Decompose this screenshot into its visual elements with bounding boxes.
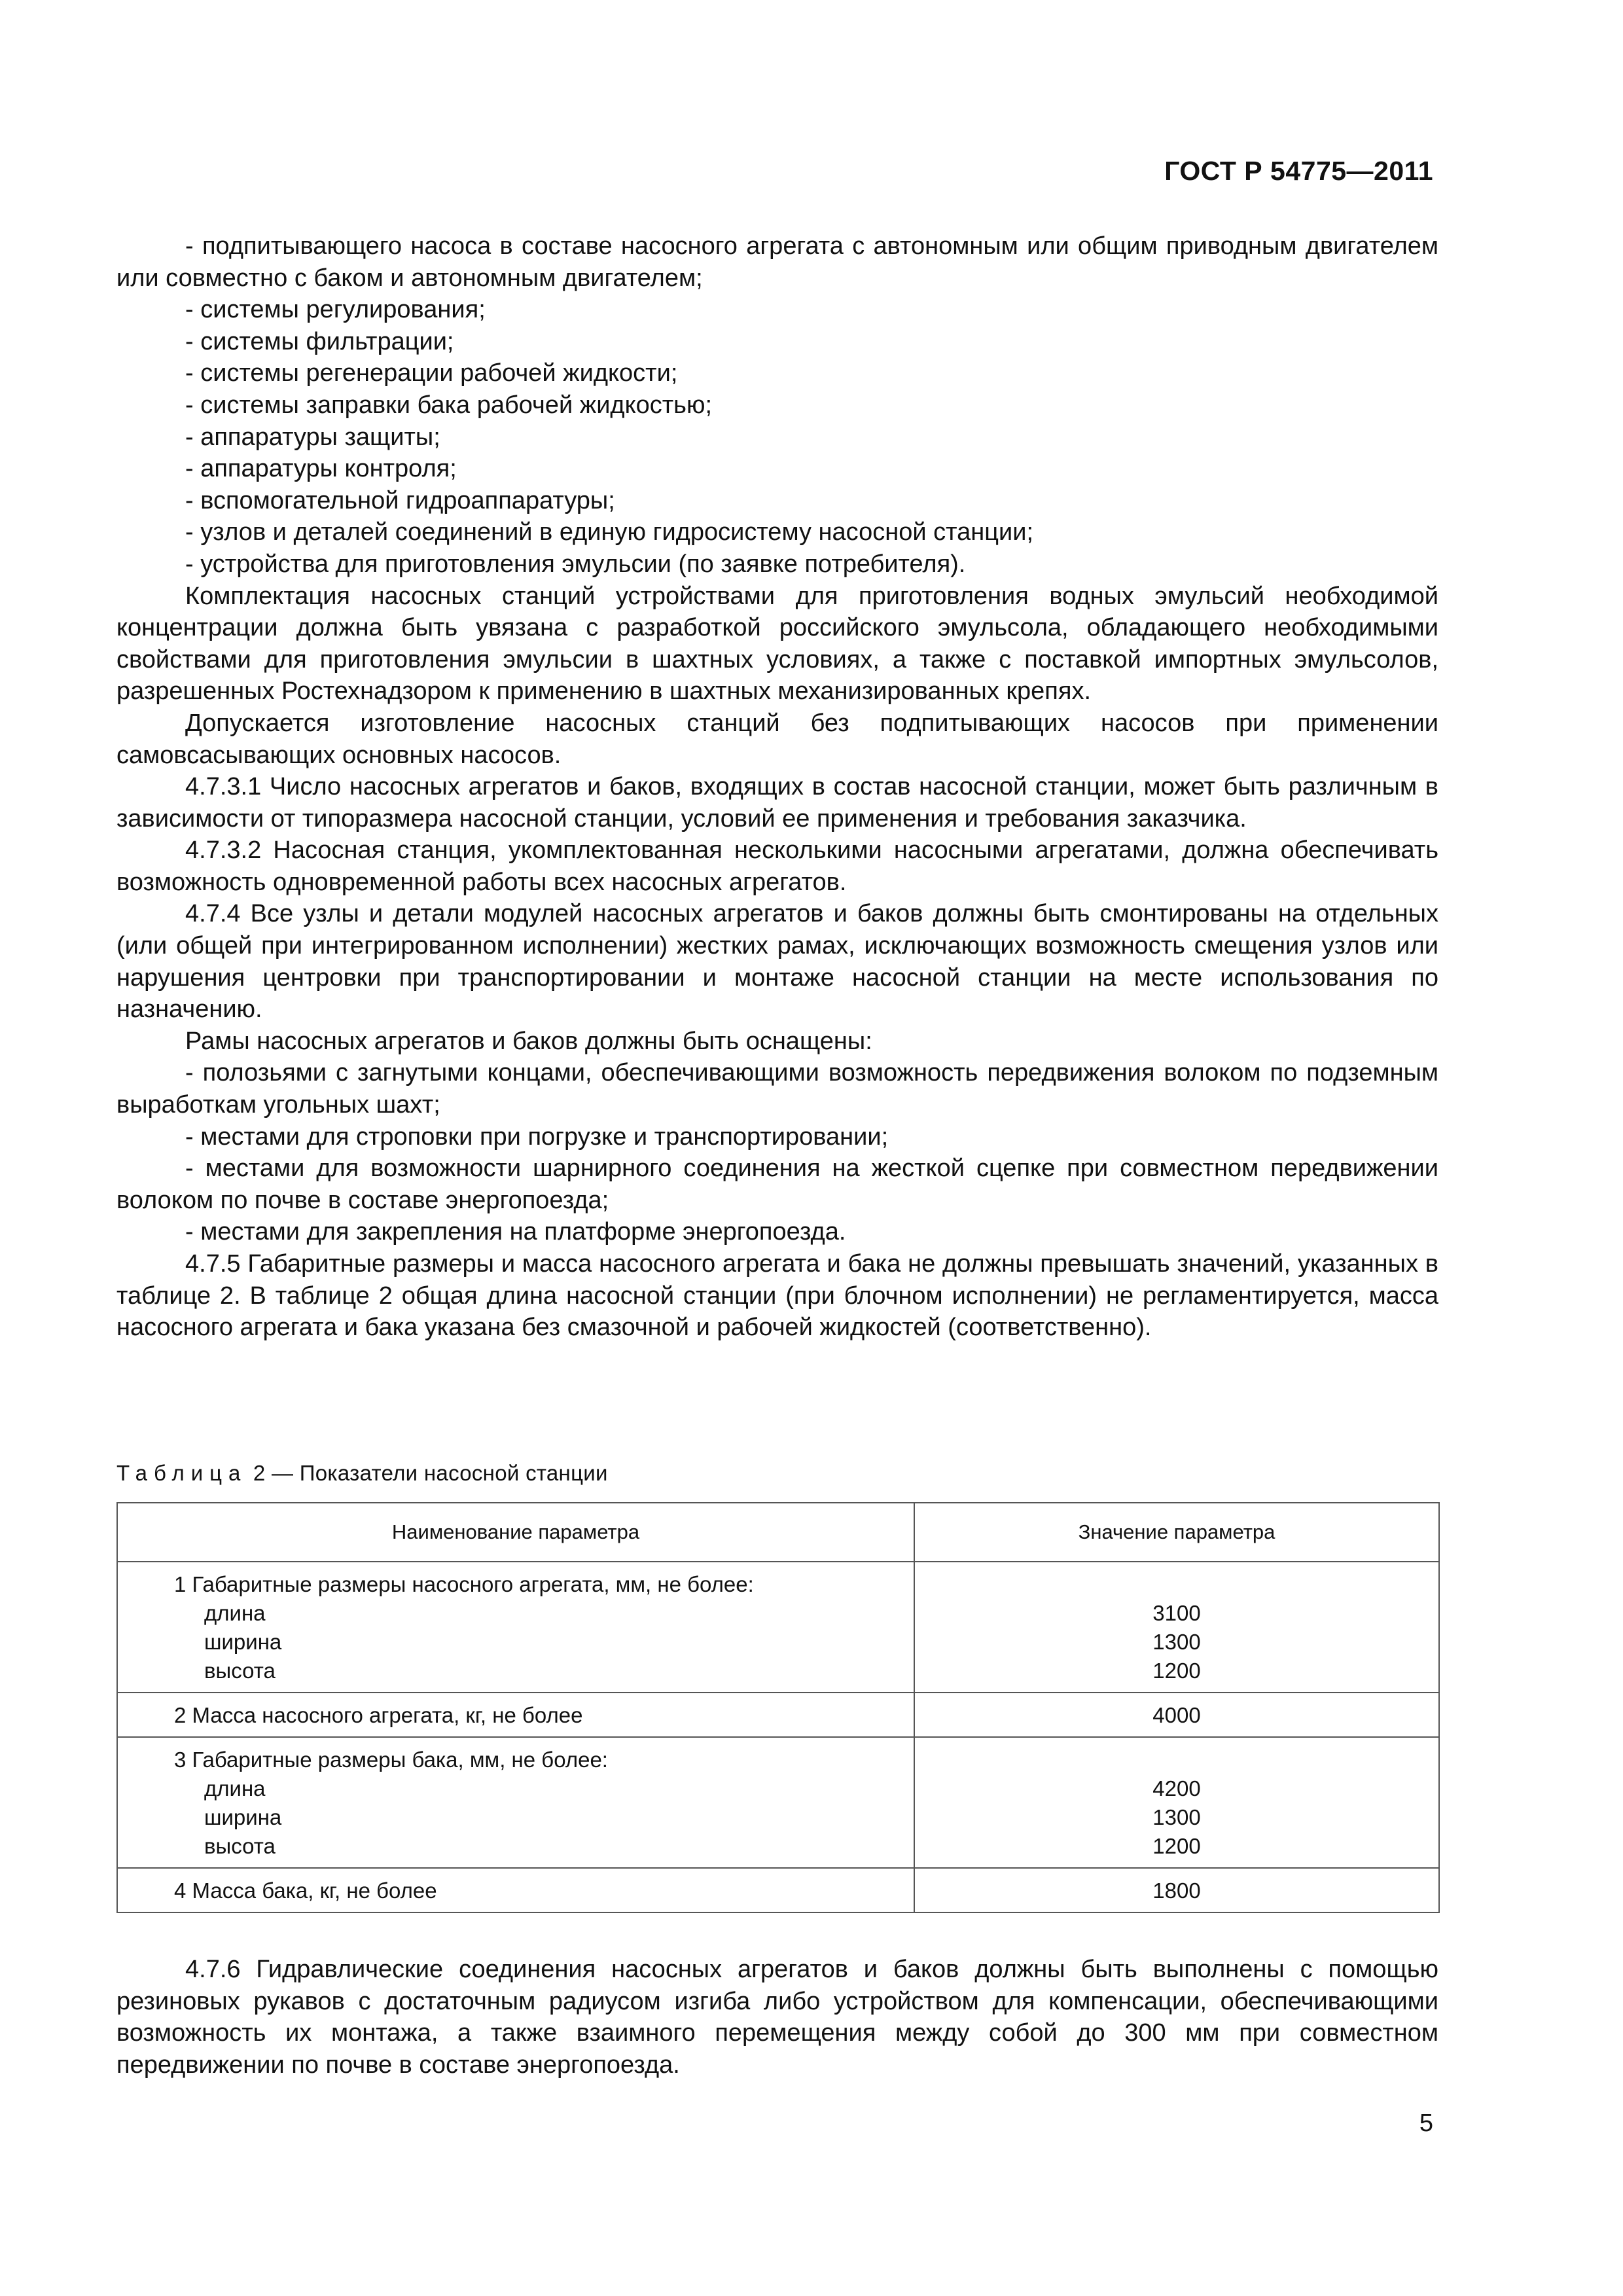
- parameter-value: 1300: [1152, 1805, 1201, 1829]
- paragraph: 4.7.5 Габаритные размеры и масса насосного агрегата и бака не должны превышать значений, указанных в таблице 2. В таблице 2 общая длина насосной станции (при блочном исполнении) не регламентируется, масса насосного агрегата и бака указана без смазочной и рабочей жидкостей (соответственно).: [116, 1250, 1438, 1342]
- parameter-value: 1800: [1152, 1878, 1201, 1903]
- list-item: - вспомогательной гидроаппаратуры;: [185, 486, 615, 514]
- parameter-title: 4 Масса бака, кг, не более: [174, 1878, 437, 1903]
- list-item: - устройства для приготовления эмульсии (по заявке потребителя).: [185, 550, 966, 578]
- paragraph: 4.7.4 Все узлы и детали модулей насосных агрегатов и баков должны быть смонтированы на отдельных (или общей при интегрированном исполнении) жестких рамах, исключающих возможность смещения узлов или нарушения центровки при транспортировании и монтаже насосной станции на месте использования по назначению.: [116, 900, 1438, 1024]
- list-item: - узлов и деталей соединений в единую гидросистему насосной станции;: [185, 518, 1034, 547]
- table-caption: [116, 1461, 608, 1486]
- parameter-sub: ширина: [204, 1805, 282, 1829]
- list-item: - системы регулирования;: [185, 296, 486, 324]
- parameter-sub: высота: [204, 1834, 276, 1858]
- document-number-header: ГОСТ Р 54775—2011: [1164, 156, 1433, 186]
- paragraph: Допускается изготовление насосных станций без подпитывающих насосов при применении самовсасывающих основных насосов.: [116, 709, 1438, 769]
- parameter-value: 1200: [1152, 1834, 1201, 1858]
- parameter-value-cell: [914, 1562, 1439, 1693]
- parameter-title: 1 Габаритные размеры насосного агрегата, мм, не более:: [174, 1572, 754, 1596]
- paragraph: 4.7.6 Гидравлические соединения насосных агрегатов и баков должны быть выполнены с помощью резиновых рукавов с достаточным радиусом изгиба либо устройством для компенсации, обеспечивающими возможность их монтажа, а также взаимного перемещения между собой до 300 мм при совместном передвижении по почве в составе энергопоезда.: [116, 1956, 1438, 2079]
- parameter-value-cell: [914, 1693, 1439, 1737]
- column-header-parameter-name: Наименование параметра: [117, 1503, 914, 1562]
- table-row: [117, 1562, 1439, 1693]
- parameter-name-cell: [117, 1693, 914, 1737]
- parameter-value: 1200: [1152, 1659, 1201, 1683]
- body-text-after-table: [116, 1954, 1438, 2081]
- parameter-name-cell: [117, 1737, 914, 1868]
- parameter-name-cell: [117, 1868, 914, 1912]
- table-row: [117, 1693, 1439, 1737]
- table-caption-label: Таблица: [116, 1461, 247, 1485]
- list-item: - местами для строповки при погрузке и транспортировании;: [185, 1122, 889, 1151]
- paragraph: Рамы насосных агрегатов и баков должны быть оснащены:: [185, 1027, 872, 1055]
- parameter-sub: длина: [204, 1776, 266, 1801]
- list-item: - местами для закрепления на платформе энергопоезда.: [185, 1218, 846, 1246]
- table-row: [117, 1737, 1439, 1868]
- parameter-title: 2 Масса насосного агрегата, кг, не более: [174, 1703, 583, 1727]
- list-item: - местами для возможности шарнирного соединения на жесткой сцепке при совместном передвижении волоком по почве в составе энергопоезда;: [116, 1155, 1438, 1214]
- parameter-value: 1300: [1152, 1630, 1201, 1654]
- parameter-title: 3 Габаритные размеры бака, мм, не более:: [174, 1748, 608, 1772]
- table-caption-text: — Показатели насосной станции: [265, 1461, 608, 1485]
- parameter-value-cell: [914, 1737, 1439, 1868]
- table-header-row: [117, 1503, 1439, 1562]
- parameter-name-cell: [117, 1562, 914, 1693]
- paragraph: Комплектация насосных станций устройствами для приготовления водных эмульсий необходимой концентрации должна быть увязана с разработкой российского эмульсола, обладающего необходимыми свойствами для приготовления эмульсии в шахтных условиях, а также с поставкой импортных эмульсолов, разрешенных Ростехнадзором к применению в шахтных механизированных крепях.: [116, 582, 1438, 706]
- page-number: 5: [1419, 2109, 1433, 2137]
- list-item: - аппаратуры контроля;: [185, 455, 457, 483]
- list-item: - подпитывающего насоса в составе насосного агрегата с автономным или общим приводным двигателем или совместно с баком и автономным двигателем;: [116, 232, 1438, 292]
- list-item: - системы заправки бака рабочей жидкостью;: [185, 391, 713, 419]
- parameter-value: 3100: [1152, 1601, 1201, 1625]
- parameter-value: 4200: [1152, 1776, 1201, 1801]
- paragraph: 4.7.3.2 Насосная станция, укомплектованная несколькими насосными агрегатами, должна обеспечивать возможность одновременной работы всех насосных агрегатов.: [116, 836, 1438, 896]
- parameter-value: 4000: [1152, 1703, 1201, 1727]
- parameter-sub: длина: [204, 1601, 266, 1625]
- body-text: [116, 230, 1438, 1344]
- list-item: - системы фильтрации;: [185, 327, 454, 355]
- list-item: - полозьями с загнутыми концами, обеспечивающими возможность передвижения волоком по подземным выработкам угольных шахт;: [116, 1059, 1438, 1119]
- parameter-sub: ширина: [204, 1630, 282, 1654]
- list-item: - системы регенерации рабочей жидкости;: [185, 359, 678, 387]
- column-header-parameter-value: Значение параметра: [914, 1503, 1439, 1562]
- table-caption-number: 2: [253, 1461, 266, 1485]
- parameter-sub: высота: [204, 1659, 276, 1683]
- table-row: [117, 1868, 1439, 1912]
- parameters-table: [116, 1502, 1440, 1913]
- list-item: - аппаратуры защиты;: [185, 423, 440, 451]
- parameter-value-cell: [914, 1868, 1439, 1912]
- paragraph: 4.7.3.1 Число насосных агрегатов и баков, входящих в состав насосной станции, может быть различным в зависимости от типоразмера насосной станции, условий ее применения и требования заказчика.: [116, 773, 1438, 833]
